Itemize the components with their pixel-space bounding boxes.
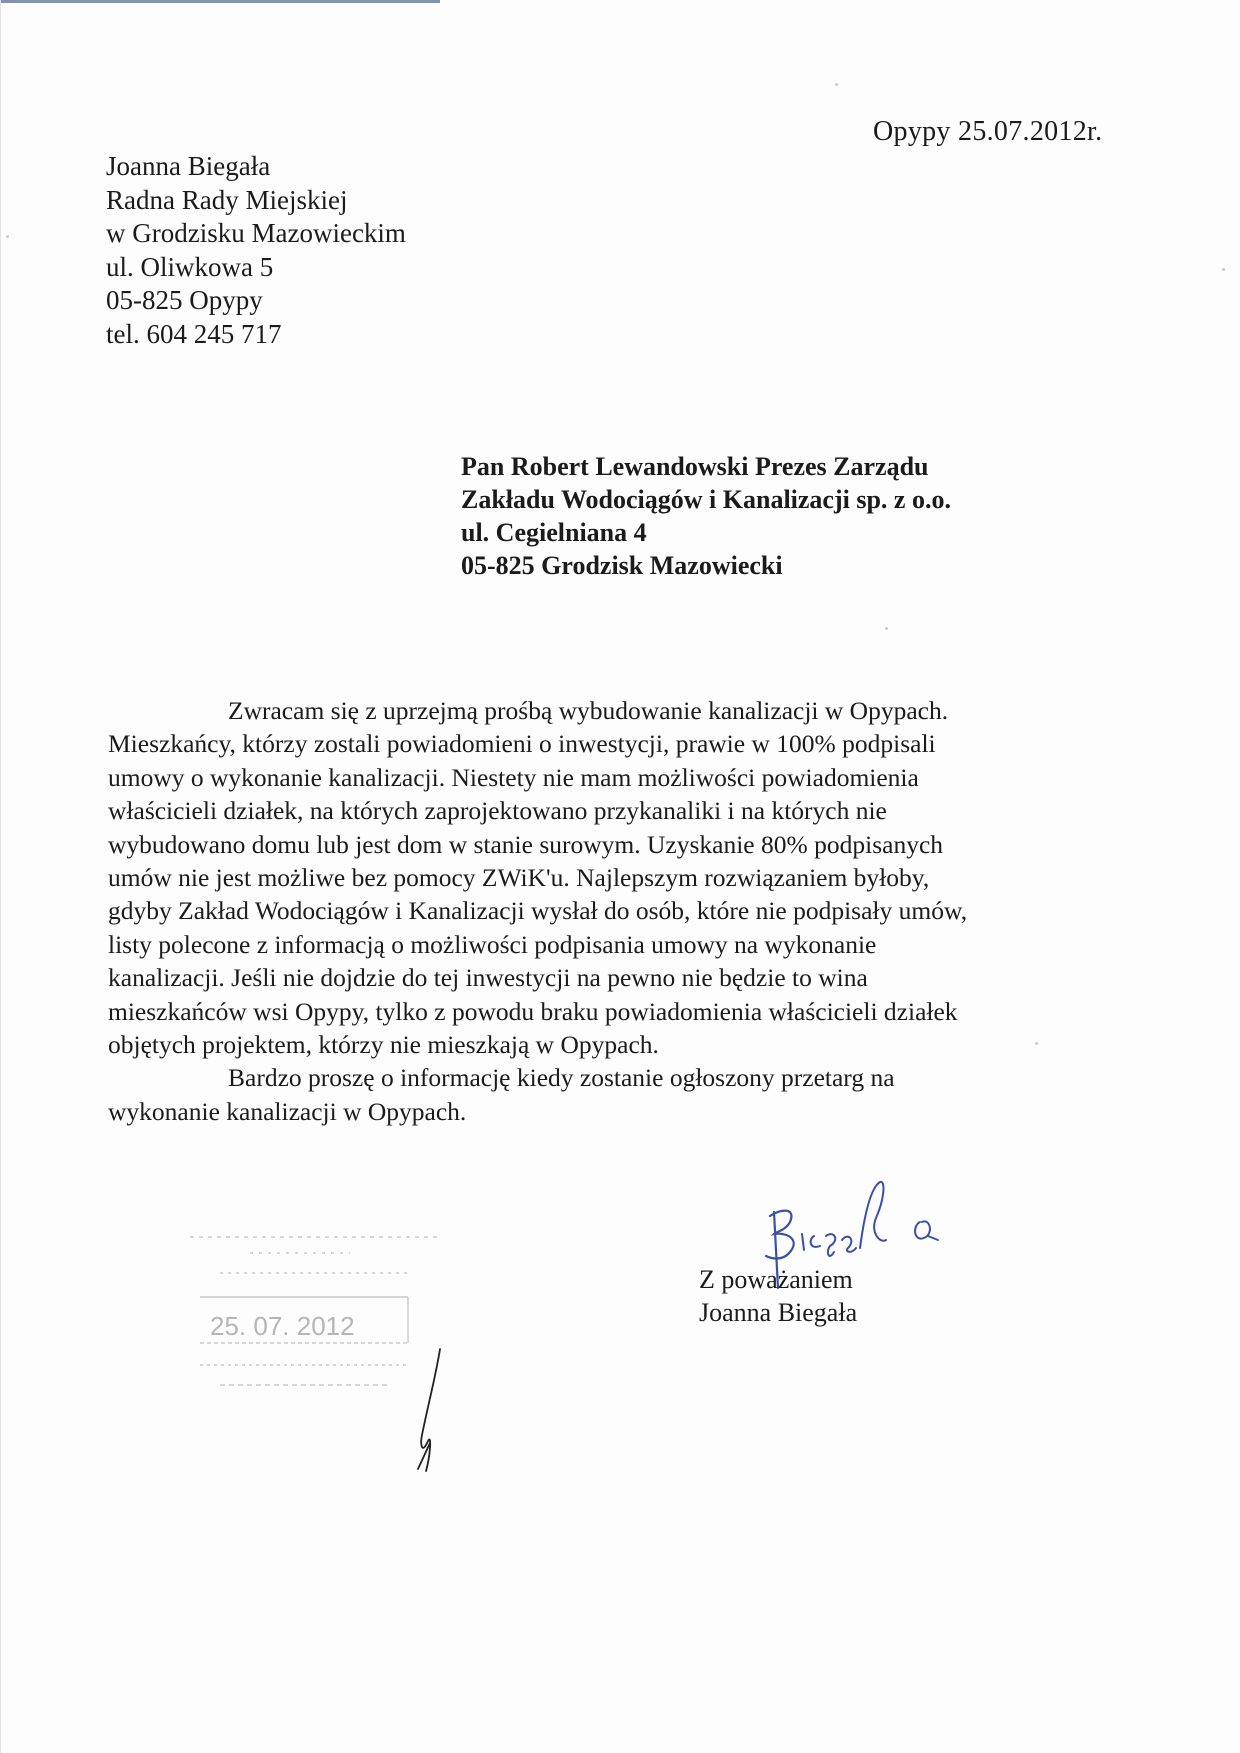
place-date: Opypy 25.07.2012r.: [873, 116, 1103, 147]
body-line: Bardzo proszę o informację kiedy zostanie ogłoszony przetarg na: [228, 1063, 895, 1093]
scan-speck: [1222, 268, 1225, 271]
closing-greeting: Z poważaniem: [699, 1265, 853, 1294]
body-line: wybudowano domu lub jest dom w stanie surowym. Uzyskanie 80% podpisanych: [108, 829, 944, 859]
scan-speck: [6, 235, 9, 238]
recipient-company: Zakładu Wodociągów i Kanalizacji sp. z o.o.: [461, 485, 951, 514]
scan-edge-top: [0, 0, 440, 3]
sender-title-city: w Grodzisku Mazowieckim: [106, 218, 406, 249]
body-line: Zwracam się z uprzejmą prośbą wybudowanie kanalizacji w Opypach.: [228, 696, 949, 725]
sender-name: Joanna Biegała: [106, 151, 271, 181]
body-line: mieszkańców wsi Opypy, tylko z powodu braku powiadomienia właścicieli działek: [108, 996, 958, 1026]
handwritten-initial: [410, 1345, 450, 1475]
body-line: umów nie jest możliwe bez pomocy ZWiK'u. Najlepszym rozwiązaniem byłoby,: [108, 863, 930, 893]
sender-street: ul. Oliwkowa 5: [106, 251, 274, 282]
sender-address: [106, 150, 406, 352]
scan-edge-left: [0, 0, 1, 1753]
sender-postal: 05-825 Opypy: [106, 285, 263, 316]
recipient-address: [461, 450, 951, 582]
body-line: wykonanie kanalizacji w Opypach.: [108, 1096, 467, 1126]
body-line: Mieszkańcy, którzy zostali powiadomieni o inwestycji, prawie w 100% podpisali: [108, 729, 936, 759]
recipient-street: ul. Cegielniana 4: [461, 518, 647, 547]
recipient-name: Pan Robert Lewandowski Prezes Zarządu: [461, 452, 929, 481]
closing-block: [699, 1263, 857, 1329]
body-line: gdyby Zakład Wodociągów i Kanalizacji wysłał do osób, które nie podpisały umów,: [108, 896, 968, 926]
body-line: objętych projektem, którzy nie mieszkają w Opypach.: [108, 1030, 659, 1060]
body-line: listy polecone z informacją o możliwości podpisania umowy na wykonanie: [108, 929, 877, 959]
body-line: kanalizacji. Jeśli nie dojdzie do tej inwestycji na pewno nie będzie to wina: [108, 963, 868, 993]
body-line: właścicieli działek, na których zaprojektowano przykanaliki i na których nie: [108, 796, 887, 826]
body-line: umowy o wykonanie kanalizacji. Niestety nie mam możliwości powiadomienia: [108, 762, 919, 792]
recipient-city: 05-825 Grodzisk Mazowiecki: [461, 551, 783, 580]
scan-speck: [835, 83, 838, 86]
letter-body: [108, 694, 1123, 1128]
closing-name: Joanna Biegała: [699, 1298, 858, 1327]
sender-phone: tel. 604 245 717: [106, 318, 282, 349]
stamp-date: 25. 07. 2012: [210, 1311, 355, 1341]
scan-speck: [885, 627, 888, 630]
sender-title: Radna Rady Miejskiej: [106, 184, 348, 215]
